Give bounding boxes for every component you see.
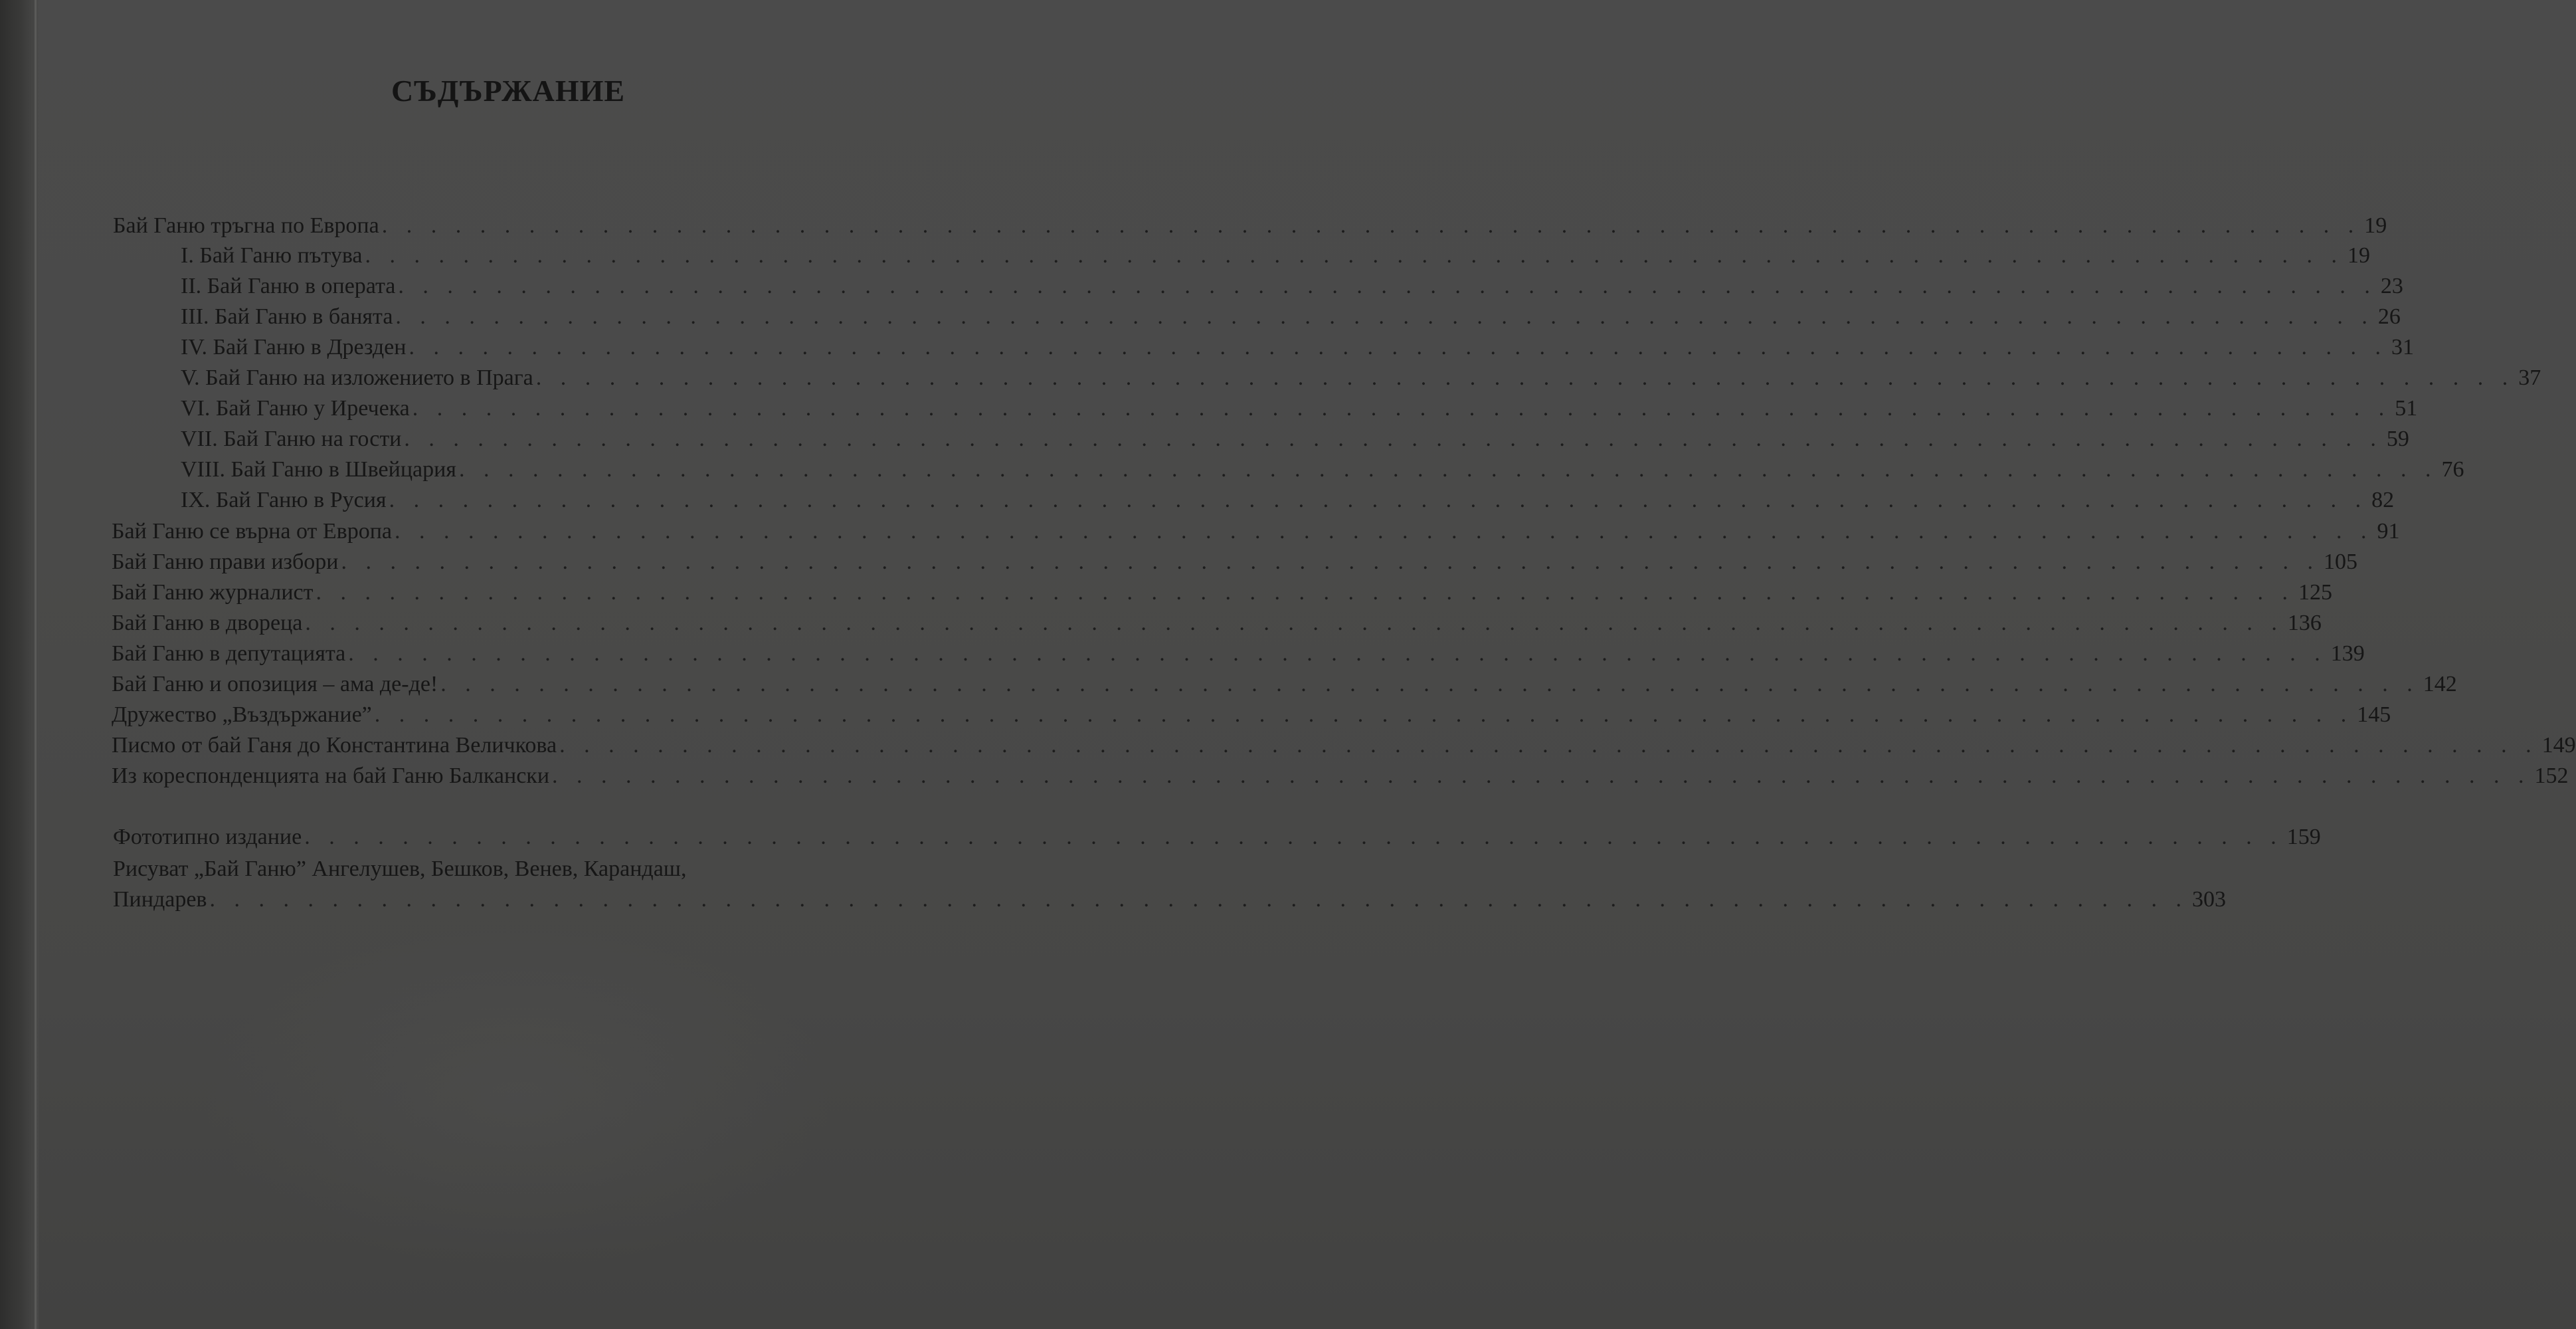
toc-entry-title: Бай Ганю тръгна по Европа	[113, 213, 379, 238]
dot-leader: . . . . . . . . . . . . . . . . . . . . . . . . . . . . . . . . . . . . . . . . . . . . . . . . . . . . . . . . . . . . . . . . . . . . . . . . . . . . . . . . .	[398, 274, 2377, 298]
toc-entry-drawings	[113, 885, 2226, 914]
toc-entry-drawings-line1: Рисуват „Бай Ганю” Ангелушев, Бешков, Венев, Карандаш,	[113, 857, 687, 881]
toc-entry	[181, 241, 2371, 270]
toc-entry-title: Бай Ганю журналист	[112, 580, 314, 605]
toc-entry-page: 142	[2423, 672, 2457, 696]
toc-entry-page: 303	[2191, 887, 2226, 912]
toc-entry-title: Из кореспонденцията на бай Ганю Балкански	[112, 764, 550, 788]
dot-leader: . . . . . . . . . . . . . . . . . . . . . . . . . . . . . . . . . . . . . . . . . . . . . . . . . . . . . . . . . . . . . . . . . . . . . . . . . . . . . . . . .	[341, 550, 2320, 574]
toc-entry-title: V. Бай Ганю на изложението в Прага	[181, 365, 533, 390]
dot-leader: . . . . . . . . . . . . . . . . . . . . . . . . . . . . . . . . . . . . . . . . . . . . . . . . . . . . . . . . . . . . . . . . . . . . . . . . . . . . . . . . .	[304, 825, 2283, 849]
toc-entry	[112, 731, 2576, 760]
toc-entry-title: Бай Ганю в двореца	[112, 611, 303, 635]
toc-entry-page: 23	[2380, 274, 2403, 298]
toc-entry-title: IX. Бай Ганю в Русия	[181, 488, 387, 512]
toc-entry	[181, 272, 2403, 301]
dot-leader: . . . . . . . . . . . . . . . . . . . . . . . . . . . . . . . . . . . . . . . . . . . . . . . . . . . . . . . . . . . . . . . . . . . . . . . . . . . . . . . . .	[395, 304, 2374, 329]
toc-entry	[112, 700, 2391, 730]
toc-entry-page: 31	[2391, 335, 2414, 359]
toc-entry	[181, 486, 2395, 515]
toc-entry-title: II. Бай Ганю в операта	[181, 274, 396, 298]
dot-leader: . . . . . . . . . . . . . . . . . . . . . . . . . . . . . . . . . . . . . . . . . . . . . . . . . . . . . . . . . . . . . . . . . . . . . . . . . . . . . . . . .	[409, 335, 2387, 359]
toc-entry	[112, 670, 2457, 699]
toc-entry-title: Бай Ганю се върна от Европа	[112, 519, 392, 544]
toc-entry-page: 152	[2534, 764, 2569, 788]
toc-entry-page: 51	[2395, 396, 2418, 421]
toc-entry-title: Бай Ганю в депутацията	[112, 641, 346, 666]
toc-entry-page: 76	[2441, 457, 2464, 482]
dot-leader: . . . . . . . . . . . . . . . . . . . . . . . . . . . . . . . . . . . . . . . . . . . . . . . . . . . . . . . . . . . . . . . . . . . . . . . . . . . . . . . . .	[395, 519, 2373, 544]
dot-leader: . . . . . . . . . . . . . . . . . . . . . . . . . . . . . . . . . . . . . . . . . . . . . . . . . . . . . . . . . . . . . . . . . . . . . . . . . . . . . . . . .	[374, 702, 2353, 727]
dot-leader: . . . . . . . . . . . . . . . . . . . . . . . . . . . . . . . . . . . . . . . . . . . . . . . . . . . . . . . . . . . . . . . . . . . . . . . . . . . . . . . . .	[305, 611, 2284, 635]
dot-leader: . . . . . . . . . . . . . . . . . . . . . . . . . . . . . . . . . . . . . . . . . . . . . . . . . . . . . . . . . . . . . . . . . . . . . . . . . . . . . . . . .	[440, 672, 2419, 696]
toc-entry-title: I. Бай Ганю пътува	[181, 243, 363, 268]
dot-leader: . . . . . . . . . . . . . . . . . . . . . . . . . . . . . . . . . . . . . . . . . . . . . . . . . . . . . . . . . . . . . . . . . . . . . . . . . . . . . . . . .	[316, 580, 2294, 605]
toc-entry-page: 19	[2364, 213, 2387, 238]
toc-entry-title: VIII. Бай Ганю в Швейцария	[181, 457, 456, 482]
toc-entry	[112, 517, 2400, 546]
toc-entry-page: 139	[2330, 641, 2365, 666]
toc-entry-title: VI. Бай Ганю у Иречека	[181, 396, 410, 421]
toc-entry-page: 149	[2541, 733, 2576, 758]
toc-entry-title: Бай Ганю прави избори	[112, 550, 339, 574]
toc-entry-page: 91	[2377, 519, 2400, 544]
toc-entry-page: 145	[2357, 702, 2391, 727]
toc-entry-title: IV. Бай Ганю в Дрезден	[181, 335, 407, 359]
toc-entry	[112, 762, 2569, 791]
toc-entry-page: 19	[2347, 243, 2371, 268]
dot-leader: . . . . . . . . . . . . . . . . . . . . . . . . . . . . . . . . . . . . . . . . . . . . . . . . . . . . . . . . . . . . . . . . . . . . . . . . . . . . . . . . .	[381, 213, 2361, 238]
toc-entry	[181, 394, 2418, 423]
dot-leader: . . . . . . . . . . . . . . . . . . . . . . . . . . . . . . . . . . . . . . . . . . . . . . . . . . . . . . . . . . . . . . . . . . . . . . . . . . . . . . . . .	[365, 243, 2344, 268]
dot-leader: . . . . . . . . . . . . . . . . . . . . . . . . . . . . . . . . . . . . . . . . . . . . . . . . . . . . . . . . . . . . . . . . . . . . . . . . . . . . . . . . .	[535, 365, 2515, 390]
dot-leader: . . . . . . . . . . . . . . . . . . . . . . . . . . . . . . . . . . . . . . . . . . . . . . . . . . . . . . . . . . . . . . . . . . . . . . . . . . . . . . . . .	[404, 427, 2383, 451]
dot-leader: . . . . . . . . . . . . . . . . . . . . . . . . . . . . . . . . . . . . . . . . . . . . . . . . . . . . . . . . . . . . . . . . . . . . . . . . . . . . . . . . .	[348, 641, 2327, 666]
toc-entry-photo-edition	[113, 823, 2321, 852]
toc-entry-title: Писмо от бай Ганя до Константина Величкова	[112, 733, 557, 758]
dot-leader: . . . . . . . . . . . . . . . . . . . . . . . . . . . . . . . . . . . . . . . . . . . . . . . . . . . . . . . . . . . . . . . . . . . . . . . . . . . . . . . . .	[552, 764, 2531, 788]
toc-entry-title: Пиндарев	[113, 887, 207, 912]
toc-entry	[112, 548, 2357, 577]
toc-entry	[112, 578, 2332, 607]
toc-entry	[112, 609, 2322, 638]
toc-entry-title: VII. Бай Ганю на гости	[181, 427, 402, 451]
toc-entry-page: 59	[2386, 427, 2409, 451]
toc-entry-page: 136	[2287, 611, 2322, 635]
toc-entry	[181, 425, 2409, 454]
page-title: СЪДЪРЖАНИЕ	[391, 74, 626, 108]
toc-entry-page: 26	[2377, 304, 2401, 329]
toc-entry-page: 125	[2298, 580, 2332, 605]
dot-leader: . . . . . . . . . . . . . . . . . . . . . . . . . . . . . . . . . . . . . . . . . . . . . . . . . . . . . . . . . . . . . . . . . . . . . . . . . . . . . . . . .	[559, 733, 2538, 758]
toc-entry-title: Фототипно издание	[113, 825, 302, 849]
dot-leader: . . . . . . . . . . . . . . . . . . . . . . . . . . . . . . . . . . . . . . . . . . . . . . . . . . . . . . . . . . . . . . . . . . . . . . . . . . . . . . . . .	[209, 887, 2188, 912]
toc-entry	[112, 639, 2365, 668]
toc-entry-title: Бай Ганю и опозиция – ама де-де!	[112, 672, 438, 696]
toc-entry-title: Дружество „Въздържание”	[112, 702, 372, 727]
toc-entry-title: III. Бай Ганю в банята	[181, 304, 393, 329]
toc-entry-page: 82	[2371, 488, 2395, 512]
toc-entry	[181, 455, 2464, 484]
toc-entry-page: 105	[2323, 550, 2357, 574]
dot-leader: . . . . . . . . . . . . . . . . . . . . . . . . . . . . . . . . . . . . . . . . . . . . . . . . . . . . . . . . . . . . . . . . . . . . . . . . . . . . . . . . .	[412, 396, 2391, 421]
dot-leader: . . . . . . . . . . . . . . . . . . . . . . . . . . . . . . . . . . . . . . . . . . . . . . . . . . . . . . . . . . . . . . . . . . . . . . . . . . . . . . . . .	[458, 457, 2438, 482]
toc-entry	[113, 211, 2387, 241]
toc-entry-page: 37	[2518, 365, 2541, 390]
toc-entry	[181, 333, 2414, 362]
dot-leader: . . . . . . . . . . . . . . . . . . . . . . . . . . . . . . . . . . . . . . . . . . . . . . . . . . . . . . . . . . . . . . . . . . . . . . . . . . . . . . . . .	[389, 488, 2368, 512]
toc-entry	[181, 302, 2401, 332]
toc-entry-page: 159	[2286, 825, 2321, 849]
toc-entry	[181, 363, 2541, 393]
